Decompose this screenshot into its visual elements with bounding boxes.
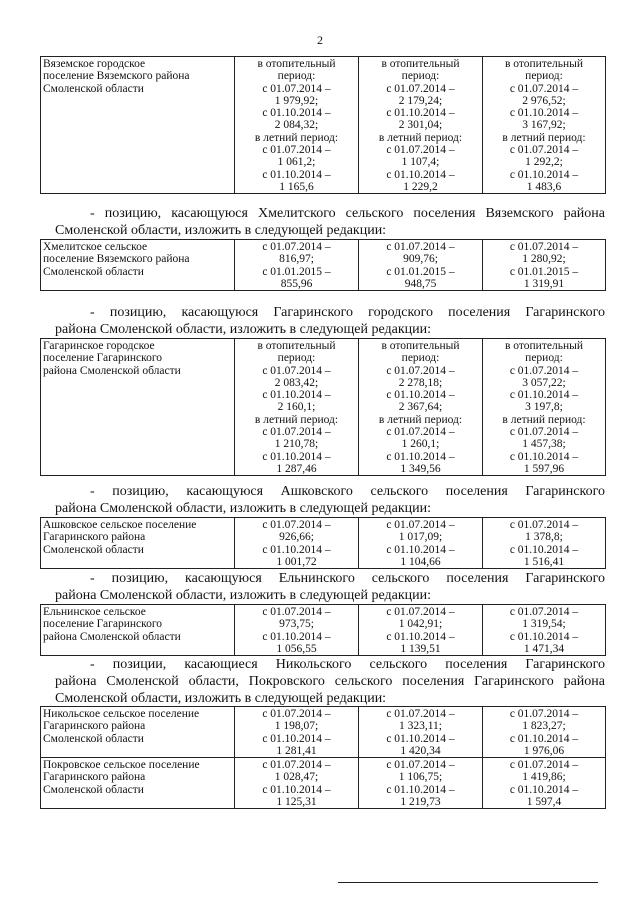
tariff-value-line: в отопительный [505, 340, 583, 352]
tariff-value-line: в летний период: [378, 131, 463, 144]
tariff-value-line: с 01.10.2014 – [386, 783, 455, 796]
settlement-name-line: Никольское сельское поселение [43, 708, 200, 720]
tariff-value-line: 1 287,46 [276, 462, 317, 475]
tariff-value-cell-2 [359, 605, 483, 656]
settlement-name-line: поселение Вяземского района [43, 70, 190, 83]
settlement-name-line: Смоленской области [43, 265, 144, 278]
tariff-value-line: 1 017,09; [398, 531, 443, 544]
settlement-name-line: района Смоленской области [43, 630, 181, 643]
tariff-value-line: 1 319,54; [522, 618, 566, 631]
tariff-value-line: 909,76; [403, 253, 438, 266]
tariff-value-line: 1 139,51 [400, 642, 441, 655]
tariff-value-line: с 01.01.2015 – [509, 265, 579, 278]
tariff-value-cell-1 [235, 240, 359, 291]
paragraph-line: - позицию, касающуюся Ашковского сельского поселения Гагаринского [90, 484, 605, 499]
settlement-name-cell [41, 605, 235, 656]
tariff-value-line: 1 471,34 [523, 642, 565, 655]
tariff-value-line: 1 823,27; [522, 720, 566, 733]
tariff-value-line: с 01.10.2014 – [509, 168, 579, 181]
signature-line [338, 882, 598, 883]
page-number: 2 [317, 33, 323, 47]
tariff-value-line: период: [277, 352, 316, 365]
tariff-value-line: 2 179,24; [398, 94, 443, 107]
tariff-value-line: с 01.10.2014 – [262, 107, 331, 120]
tariff-value-line: в летний период: [502, 413, 586, 426]
paragraph-line: - позицию, касающуюся Хмелитского сельского поселения Вяземского района [90, 206, 605, 221]
tariff-value-line: с 01.07.2014 – [386, 144, 455, 157]
tariff-value-line: 1 420,34 [400, 744, 441, 757]
tariff-value-line: 1 229,2 [403, 180, 438, 193]
tariff-value-cell-2 [359, 339, 483, 476]
tariff-value-line: в отопительный [257, 58, 336, 70]
tariff-value-line: 3 197,8; [525, 401, 563, 414]
tariff-value-line: с 01.10.2014 – [509, 630, 579, 643]
tariff-value-line: 1 323,11; [398, 720, 443, 733]
tariff-value-line: 1 104,66 [400, 555, 441, 568]
paragraph-line: - позицию, касающуюся Гагаринского городского поселения Гагаринского [90, 305, 605, 320]
tariff-table-ashkovskoe [40, 517, 606, 569]
tariff-table-khmelitskoe [40, 239, 606, 291]
tariff-value-cell-1 [235, 518, 359, 569]
tariff-value-line: 3 057,22; [522, 376, 566, 389]
tariff-value-line: с 01.07.2014 – [386, 519, 455, 531]
tariff-value-line: 3 167,92; [522, 119, 566, 132]
tariff-value-line: с 01.07.2014 – [509, 708, 579, 720]
settlement-name-cell [41, 707, 235, 758]
tariff-value-line: с 01.10.2014 – [262, 543, 331, 556]
tariff-value-line: с 01.07.2014 – [262, 759, 331, 772]
tariff-value-line: 1 280,92; [522, 253, 566, 266]
tariff-value-line: 855,96 [280, 277, 313, 290]
settlement-name-line: поселение Гагаринского [43, 352, 163, 365]
tariff-value-line: с 01.07.2014 – [262, 606, 331, 618]
tariff-value-line: 1 457,38; [522, 438, 566, 451]
settlement-name-line: Гагаринского района [43, 720, 146, 733]
paragraph-line: района Смоленской области, изложить в следующей редакции: [55, 588, 431, 603]
settlement-name-cell [41, 758, 235, 809]
settlement-name-line: Ельнинское сельское [43, 606, 146, 618]
tariff-value-line: с 01.10.2014 – [509, 107, 579, 120]
tariff-value-line: 1 056,55 [276, 642, 317, 655]
tariff-value-cell-3 [483, 605, 606, 656]
tariff-value-line: с 01.07.2014 – [509, 426, 579, 439]
tariff-value-line: период: [401, 70, 440, 83]
settlement-name-line: Хмелитское сельское [43, 241, 148, 253]
tariff-table-gagarinskoe [40, 338, 606, 476]
tariff-value-line: с 01.07.2014 – [386, 708, 455, 720]
tariff-value-line: с 01.10.2014 – [386, 732, 455, 745]
tariff-value-line: 973,75; [279, 618, 314, 631]
settlement-name-line: Гагаринского района [43, 771, 146, 784]
tariff-value-line: 1 319,91 [523, 277, 565, 290]
tariff-value-line: с 01.10.2014 – [262, 732, 331, 745]
tariff-value-line: 1 219,73 [400, 796, 441, 809]
tariff-value-line: с 01.07.2014 – [386, 82, 455, 95]
tariff-value-line: с 01.10.2014 – [386, 168, 455, 181]
tariff-value-line: с 01.10.2014 – [386, 389, 455, 402]
tariff-value-line: с 01.10.2014 – [509, 783, 579, 796]
table-row [41, 707, 606, 758]
settlement-name-cell [41, 339, 235, 476]
settlement-name-line: Гагаринское городское [43, 340, 155, 352]
tariff-value-line: с 01.10.2014 – [509, 389, 579, 402]
settlement-name-line: Смоленской области [43, 732, 144, 745]
tariff-value-line: с 01.07.2014 – [262, 144, 331, 157]
paragraph-line: района Смоленской области, Покровского сельского поселения Гагаринского района [55, 674, 605, 689]
tariff-value-line: 1 292,2; [525, 156, 563, 169]
settlement-name-line: Гагаринского района [43, 531, 146, 544]
paragraph-line: района Смоленской области, изложить в следующей редакции: [55, 322, 431, 337]
tariff-value-line: период: [525, 352, 563, 365]
tariff-value-line: с 01.07.2014 – [509, 82, 579, 95]
tariff-value-cell-1 [235, 707, 359, 758]
tariff-value-line: 1 125,31 [276, 796, 317, 809]
tariff-value-line: 926,66; [279, 531, 314, 544]
tariff-table-elninskoe [40, 604, 606, 656]
tariff-value-line: 1 028,47; [274, 771, 319, 784]
tariff-value-cell-1 [235, 339, 359, 476]
tariff-value-line: в летний период: [502, 131, 586, 144]
tariff-value-line: с 01.07.2014 – [386, 606, 455, 618]
tariff-value-line: 2 083,42; [274, 376, 319, 389]
tariff-value-line: 1 597,4 [526, 796, 562, 809]
tariff-value-cell-3 [483, 518, 606, 569]
settlement-name-line: Ашковское сельское поселение [43, 519, 197, 531]
tariff-value-line: с 01.10.2014 – [509, 732, 579, 745]
tariff-value-line: в летний период: [254, 131, 339, 144]
tariff-value-line: с 01.10.2014 – [262, 783, 331, 796]
tariff-value-line: в отопительный [381, 58, 460, 70]
settlement-name-cell [41, 57, 235, 194]
table-row [41, 240, 606, 291]
tariff-value-line: 1 165,6 [279, 180, 314, 193]
tariff-value-line: 1 979,92; [274, 94, 319, 107]
tariff-value-line: с 01.10.2014 – [262, 630, 331, 643]
tariff-value-line: с 01.07.2014 – [386, 759, 455, 772]
tariff-value-line: с 01.07.2014 – [262, 364, 331, 377]
tariff-value-cell-2 [359, 240, 483, 291]
tariff-value-line: с 01.07.2014 – [509, 759, 579, 772]
table-row [41, 758, 606, 809]
tariff-value-line: с 01.01.2015 – [262, 265, 331, 278]
tariff-value-line: 1 419,86; [522, 771, 566, 784]
paragraph-ashkovskoe [55, 483, 605, 517]
tariff-value-line: с 01.07.2014 – [509, 364, 579, 377]
tariff-value-cell-3 [483, 57, 606, 194]
tariff-value-line: с 01.07.2014 – [386, 241, 455, 253]
tariff-value-line: период: [525, 70, 563, 83]
tariff-value-line: в летний период: [254, 413, 339, 426]
tariff-value-line: 1 001,72 [276, 555, 317, 568]
tariff-value-line: 2 160,1; [277, 401, 316, 414]
tariff-value-line: с 01.10.2014 – [262, 168, 331, 181]
tariff-value-line: период: [401, 352, 440, 365]
settlement-name-line: Смоленской области [43, 82, 144, 95]
table-row [41, 518, 606, 569]
table-row [41, 605, 606, 656]
tariff-value-line: с 01.07.2014 – [386, 364, 455, 377]
tariff-value-line: с 01.10.2014 – [386, 450, 455, 463]
tariff-value-line: 1 210,78; [274, 438, 319, 451]
tariff-table-vyazemskoe [40, 56, 606, 194]
tariff-value-line: с 01.10.2014 – [509, 543, 579, 556]
tariff-value-line: 2 084,32; [274, 119, 319, 132]
tariff-value-line: 1 378,8; [525, 531, 563, 544]
tariff-value-line: 1 106,75; [398, 771, 443, 784]
tariff-value-cell-3 [483, 707, 606, 758]
tariff-value-line: 2 301,04; [398, 119, 443, 132]
tariff-value-line: с 01.07.2014 – [509, 519, 579, 531]
tariff-value-line: 816,97; [279, 253, 314, 266]
tariff-value-line: с 01.07.2014 – [386, 426, 455, 439]
tariff-value-cell-2 [359, 758, 483, 809]
tariff-value-line: 1 281,41 [276, 744, 317, 757]
tariff-value-cell-2 [359, 707, 483, 758]
tariff-value-line: с 01.01.2015 – [386, 265, 455, 278]
tariff-value-line: с 01.10.2014 – [262, 389, 331, 402]
settlement-name-line: района Смоленской области [43, 364, 181, 377]
settlement-name-line: Вяземское городское [43, 58, 146, 70]
tariff-value-line: в отопительный [381, 340, 460, 352]
tariff-value-cell-1 [235, 758, 359, 809]
paragraph-line: Смоленской области, изложить в следующей редакции: [55, 223, 387, 238]
tariff-value-cell-3 [483, 758, 606, 809]
tariff-value-line: 948,75 [404, 277, 437, 290]
tariff-value-line: 2 278,18; [398, 376, 443, 389]
tariff-value-line: 1 597,96 [523, 462, 565, 475]
tariff-value-line: в отопительный [505, 58, 583, 70]
paragraph-khmelitskoe [55, 205, 605, 239]
tariff-value-line: с 01.07.2014 – [509, 144, 579, 157]
tariff-value-line: с 01.10.2014 – [386, 630, 455, 643]
tariff-value-line: с 01.07.2014 – [509, 606, 579, 618]
paragraph-line: района Смоленской области, изложить в следующей редакции: [55, 501, 431, 516]
settlement-name-cell [41, 240, 235, 291]
settlement-name-line: Покровское сельское поселение [43, 759, 200, 772]
tariff-value-line: 1 198,07; [274, 720, 319, 733]
paragraph-nikolskoe-pokrovskoe [55, 656, 605, 707]
tariff-value-line: с 01.07.2014 – [262, 708, 331, 720]
tariff-value-line: 1 976,06 [523, 744, 565, 757]
tariff-value-line: 2 367,64; [398, 401, 443, 414]
tariff-value-line: с 01.07.2014 – [262, 82, 331, 95]
tariff-value-line: в отопительный [257, 340, 336, 352]
settlement-name-line: поселение Гагаринского [43, 618, 163, 631]
paragraph-line: - позицию, касающуюся Ельнинского сельского поселения Гагаринского [90, 571, 605, 586]
settlement-name-line: Смоленской области [43, 783, 144, 796]
tariff-value-cell-1 [235, 605, 359, 656]
paragraph-elninskoe [55, 570, 605, 604]
settlement-name-cell [41, 518, 235, 569]
table-row [41, 57, 606, 194]
tariff-value-line: 1 349,56 [400, 462, 441, 475]
paragraph-line: Смоленской области, изложить в следующей редакции: [55, 691, 387, 706]
tariff-table-nikolskoe-pokrovskoe [40, 706, 606, 809]
paragraph-line: - позиции, касающиеся Никольского сельского поселения Гагаринского [90, 657, 605, 672]
tariff-value-cell-3 [483, 339, 606, 476]
tariff-value-cell-2 [359, 57, 483, 194]
tariff-value-line: 1 483,6 [526, 180, 562, 193]
tariff-value-line: 2 976,52; [522, 94, 566, 107]
tariff-value-line: с 01.07.2014 – [262, 241, 331, 253]
tariff-value-line: с 01.07.2014 – [509, 241, 579, 253]
tariff-value-cell-3 [483, 240, 606, 291]
tariff-value-line: период: [277, 70, 316, 83]
tariff-value-line: с 01.07.2014 – [262, 426, 331, 439]
tariff-value-line: в летний период: [378, 413, 463, 426]
tariff-value-line: 1 042,91; [398, 618, 443, 631]
table-row [41, 339, 606, 476]
settlement-name-line: Смоленской области [43, 543, 144, 556]
settlement-name-line: поселение Вяземского района [43, 253, 190, 266]
tariff-value-line: с 01.10.2014 – [386, 543, 455, 556]
tariff-value-line: с 01.07.2014 – [262, 519, 331, 531]
paragraph-gagarinskoe [55, 304, 605, 338]
tariff-value-line: 1 516,41 [523, 555, 565, 568]
tariff-value-line: 1 107,4; [401, 156, 440, 169]
tariff-value-line: 1 260,1; [401, 438, 440, 451]
tariff-value-cell-2 [359, 518, 483, 569]
tariff-value-cell-1 [235, 57, 359, 194]
tariff-value-line: с 01.10.2014 – [262, 450, 331, 463]
tariff-value-line: 1 061,2; [277, 156, 316, 169]
tariff-value-line: с 01.10.2014 – [386, 107, 455, 120]
tariff-value-line: с 01.10.2014 – [509, 450, 579, 463]
